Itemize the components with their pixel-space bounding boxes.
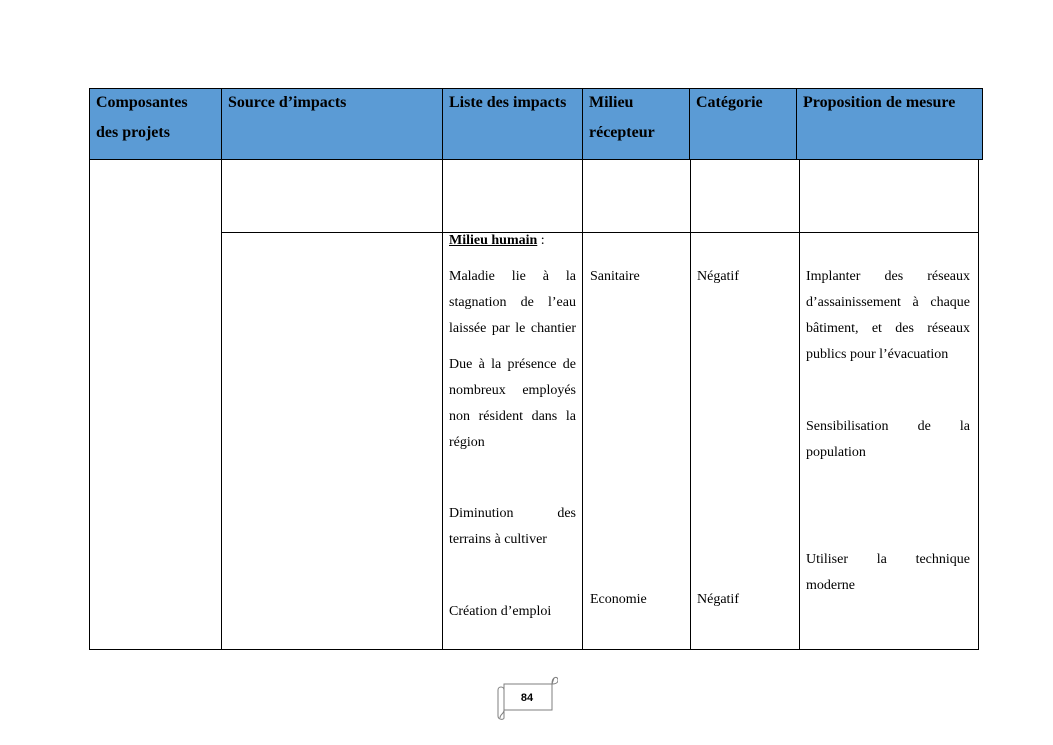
impact-2-line1: Due à la présence de [449,357,576,372]
impact-2-line3: non résident dans la [449,409,576,424]
header-cell-mesure [797,89,982,159]
impact-1-line1: Maladie lie à la [449,269,576,284]
mesure-2 [806,414,970,466]
page-number-badge [496,684,558,718]
categorie-2: Négatif [697,592,739,607]
header-source: Source d’impacts [228,94,347,111]
header-cell-categorie [690,89,797,159]
grid-row-divider [221,232,978,233]
impact-3-line1: Diminution des [449,506,576,521]
impact-2 [449,352,576,456]
grid-col4 [690,160,691,650]
impact-3-line2: terrains à cultiver [449,532,547,547]
grid-col2 [442,160,443,650]
table-header-row [89,88,983,160]
mesure-3 [806,547,970,599]
impact-1-line3: laissée par le chantier [449,321,576,336]
grid-col1 [221,160,222,650]
header-cell-milieu [583,89,690,159]
impact-1-line2: stagnation de l’eau [449,295,576,310]
header-cell-source [222,89,443,159]
grid-right-border [978,160,979,650]
section-label: Milieu humain [449,233,538,248]
impact-2-line2: nombreux employés [449,383,576,398]
mesure-3-line1: Utiliser la technique [806,552,970,567]
milieu-economie: Economie [590,592,647,607]
header-categorie: Catégorie [696,94,763,111]
categorie-1: Négatif [697,269,739,284]
mesure-2-line1: Sensibilisation de la [806,419,970,434]
grid-left-border [89,160,90,650]
mesure-1-line3: bâtiment, et des réseaux [806,321,970,336]
section-label-suffix: : [537,233,545,248]
section-label-line [449,228,577,254]
mesure-2-line2: population [806,445,866,460]
milieu-sanitaire: Sanitaire [590,269,640,284]
page-number: 84 [520,692,534,704]
header-mesure: Proposition de mesure [803,94,956,111]
mesure-1 [806,264,970,368]
grid-col3 [582,160,583,650]
impact-3 [449,501,576,553]
impact-1 [449,264,576,342]
mesure-1-line1: Implanter des réseaux [806,269,970,284]
grid-bottom-border [89,649,979,650]
header-liste: Liste des impacts [449,94,567,111]
header-composantes-line1: Composantes [96,94,188,111]
mesure-3-line2: moderne [806,578,855,593]
header-cell-liste [443,89,583,159]
header-milieu-line2: récepteur [589,124,655,141]
impact-2-line4: région [449,435,485,450]
impact-4: Création d’emploi [449,604,552,619]
header-milieu-line1: Milieu [589,94,634,111]
header-cell-composantes [90,89,222,159]
grid-col5 [799,160,800,650]
mesure-1-line2: d’assainissement à chaque [806,295,970,310]
header-composantes-line2: des projets [96,124,170,141]
mesure-1-line4: publics pour l’évacuation [806,347,949,362]
